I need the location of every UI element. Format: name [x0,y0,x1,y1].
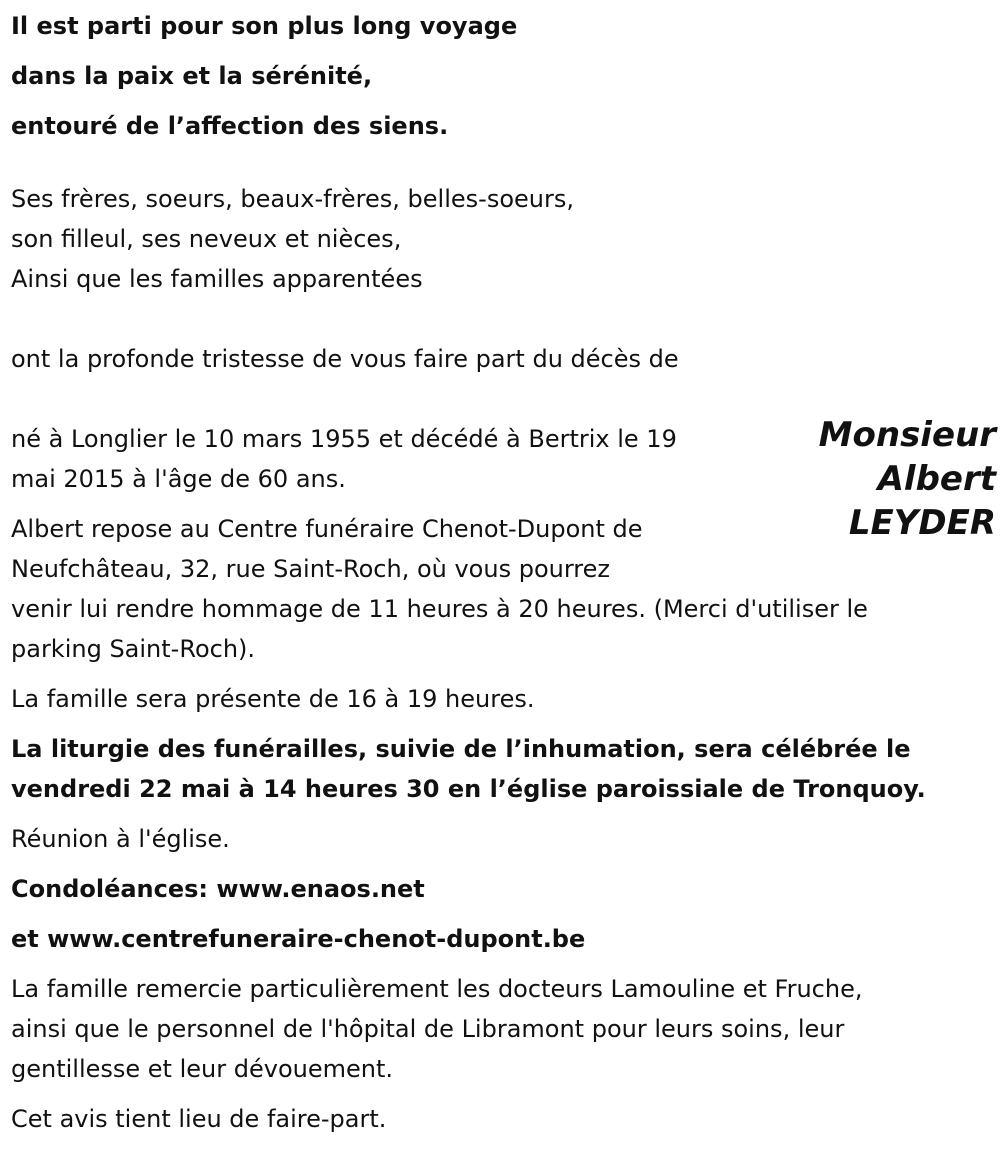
thanks-line: ainsi que le personnel de l'hôpital de Libramont pour leurs soins, leur [11,1015,845,1043]
obituary-notice [11,0,996,1149]
family-presence [11,679,996,719]
family-line: son filleul, ses neveux et nièces, [11,225,402,253]
family-list [11,179,996,299]
thanks-line: gentillesse et leur dévouement. [11,1055,393,1083]
intro-line: entouré de l’affection des siens. [11,112,449,140]
intro-line: dans la paix et la sérénité, [11,62,373,90]
birth-death-line: né à Longlier le 10 mars 1955 et décédé à Bertrix le 19 [11,425,677,453]
closing-paragraph [11,1099,996,1139]
meeting-text: Réunion à l'église. [11,825,230,853]
intro-line: Il est parti pour son plus long voyage [11,12,518,40]
closing-text: Cet avis tient lieu de faire-part. [11,1105,387,1133]
rest-place-line: Albert repose au Centre funéraire Chenot-Dupont de [11,515,643,543]
thanks-paragraph [11,969,996,1089]
deceased-details [11,415,996,679]
condolences-line-2 [11,919,996,959]
deceased-first-name: Albert [877,459,996,499]
birth-death-line: mai 2015 à l'âge de 60 ans. [11,465,346,493]
deceased-title: Monsieur [818,415,996,455]
liturgy-line: vendredi 22 mai à 14 heures 30 en l’église paroissiale de Tronquoy. [11,775,926,803]
intro-verse [11,0,996,151]
family-line: Ses frères, soeurs, beaux-frères, belles-soeurs, [11,185,574,213]
announcement [11,339,996,379]
rest-place-line: parking Saint-Roch). [11,635,256,663]
condolences-text: Condoléances: www.enaos.net [11,875,425,903]
family-presence-text: La famille sera présente de 16 à 19 heures. [11,685,535,713]
rest-place-line: venir lui rendre hommage de 11 heures à 20 heures. (Merci d'utiliser le [11,595,868,623]
condolences-text: et www.centrefuneraire-chenot-dupont.be [11,925,586,953]
liturgy-paragraph [11,729,996,809]
rest-place-line: Neufchâteau, 32, rue Saint-Roch, où vous pourrez [11,555,610,583]
condolences-line-1 [11,869,996,909]
liturgy-line: La liturgie des funérailles, suivie de l’inhumation, sera célébrée le [11,735,911,763]
announcement-text: ont la profonde tristesse de vous faire part du décès de [11,345,679,373]
family-line: Ainsi que les familles apparentées [11,265,423,293]
meeting-paragraph [11,819,996,859]
deceased-name [776,413,996,545]
thanks-line: La famille remercie particulièrement les docteurs Lamouline et Fruche, [11,975,863,1003]
deceased-last-name: LEYDER [848,503,996,543]
